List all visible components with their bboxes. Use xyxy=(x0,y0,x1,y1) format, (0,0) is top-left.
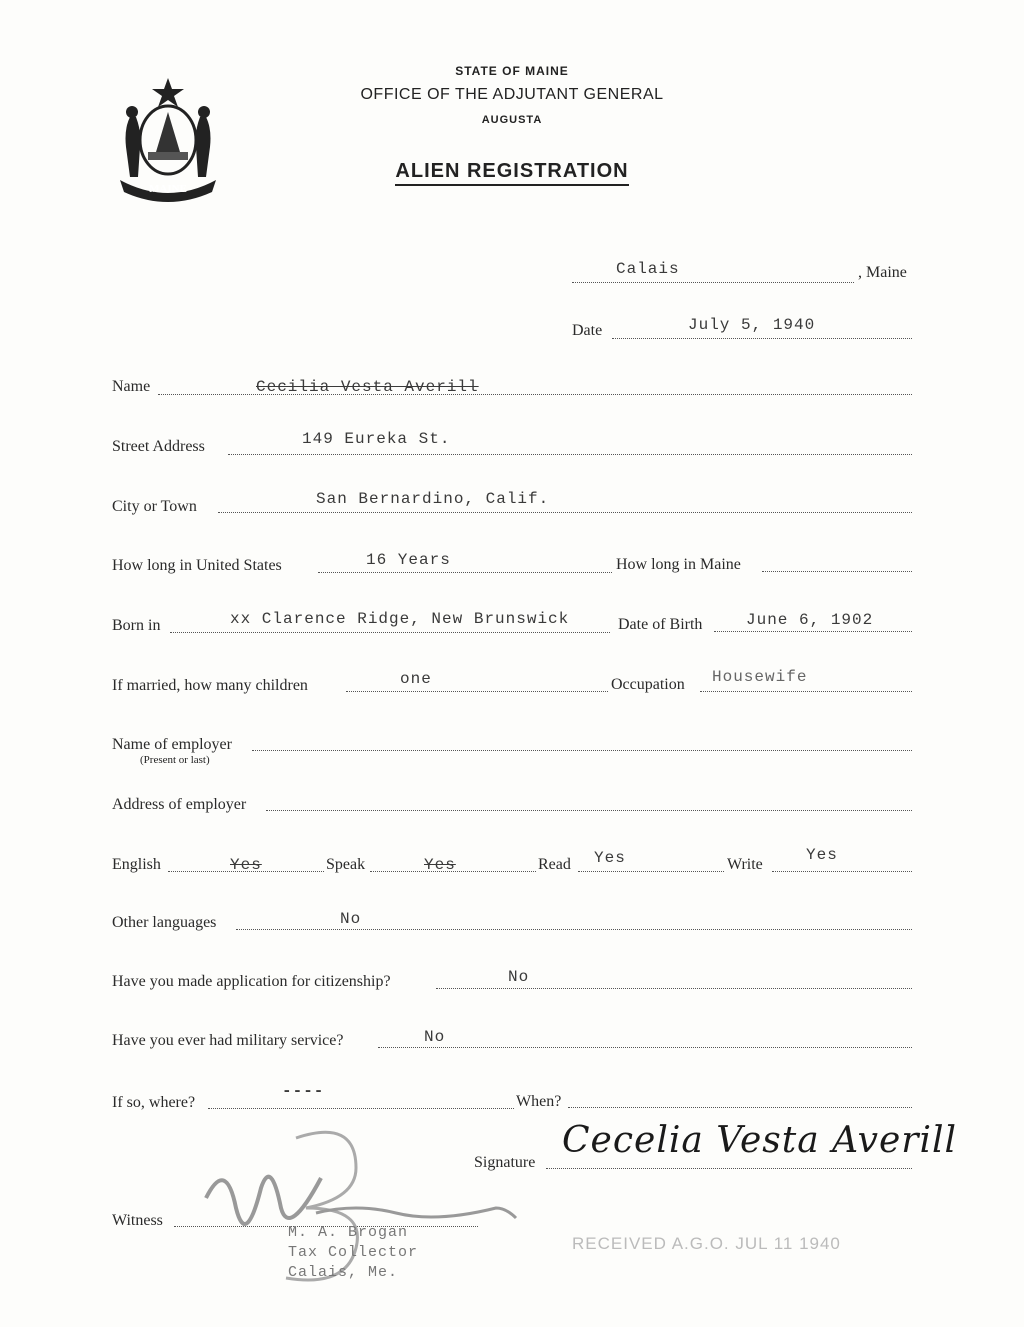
where-label: If so, where? xyxy=(112,1094,196,1111)
english-label: English xyxy=(112,856,161,873)
seal-banner-text: MAINE xyxy=(149,183,187,195)
military-label: Have you ever had military service? xyxy=(112,1032,344,1049)
speak-value: Yes xyxy=(424,856,456,874)
location-suffix: , Maine xyxy=(858,264,907,281)
witness-stamp-name: M. A. Brogan xyxy=(288,1224,409,1241)
when-label: When? xyxy=(516,1093,562,1110)
witness-stamp-title: Tax Collector xyxy=(288,1244,419,1261)
location-value: Calais xyxy=(616,260,680,278)
us-duration-label: How long in United States xyxy=(112,557,282,574)
read-value: Yes xyxy=(594,849,626,867)
received-stamp: RECEIVED A.G.O. JUL 11 1940 xyxy=(572,1234,841,1253)
office-heading: OFFICE OF THE ADJUTANT GENERAL xyxy=(360,86,664,103)
name-value: Cecilia Vesta Averill xyxy=(256,378,479,396)
occupation-value: Housewife xyxy=(712,668,808,686)
children-value: one xyxy=(400,670,432,688)
employer-name-sublabel: (Present or last) xyxy=(140,754,210,766)
citizenship-value: No xyxy=(508,968,530,986)
city-value: San Bernardino, Calif. xyxy=(316,490,550,508)
dob-label: Date of Birth xyxy=(618,616,703,633)
english-value: Yes xyxy=(230,856,262,874)
witness-stamp-city: Calais, Me. xyxy=(288,1264,399,1281)
name-label: Name xyxy=(112,378,151,395)
other-languages-value: No xyxy=(340,910,362,928)
employer-name-label: Name of employer xyxy=(112,736,232,753)
dob-value: June 6, 1902 xyxy=(746,611,874,629)
write-label: Write xyxy=(727,856,763,873)
street-label: Street Address xyxy=(112,438,205,455)
speak-label: Speak xyxy=(326,856,366,873)
state-heading: STATE OF MAINE xyxy=(455,64,569,78)
born-in-value: xx Clarence Ridge, New Brunswick xyxy=(230,610,570,628)
street-value: 149 Eureka St. xyxy=(302,430,451,448)
where-value: ---- xyxy=(282,1082,325,1100)
read-label: Read xyxy=(538,856,571,873)
born-in-label: Born in xyxy=(112,617,161,634)
witness-label: Witness xyxy=(112,1212,163,1229)
form-title: ALIEN REGISTRATION xyxy=(0,160,1024,183)
citizenship-label: Have you made application for citizenship? xyxy=(112,973,391,990)
occupation-label: Occupation xyxy=(611,676,685,693)
other-languages-label: Other languages xyxy=(112,914,217,931)
us-duration-value: 16 Years xyxy=(366,551,451,569)
date-value: July 5, 1940 xyxy=(688,316,816,334)
date-label: Date xyxy=(572,322,603,339)
military-value: No xyxy=(424,1028,446,1046)
city-heading: AUGUSTA xyxy=(481,114,543,126)
write-value: Yes xyxy=(806,846,838,864)
maine-duration-label: How long in Maine xyxy=(616,556,741,573)
employer-address-label: Address of employer xyxy=(112,796,247,813)
children-label: If married, how many children xyxy=(112,677,308,694)
city-label: City or Town xyxy=(112,498,197,515)
signature-label: Signature xyxy=(474,1154,536,1171)
applicant-signature: Cecelia Vesta Averill xyxy=(562,1120,958,1161)
